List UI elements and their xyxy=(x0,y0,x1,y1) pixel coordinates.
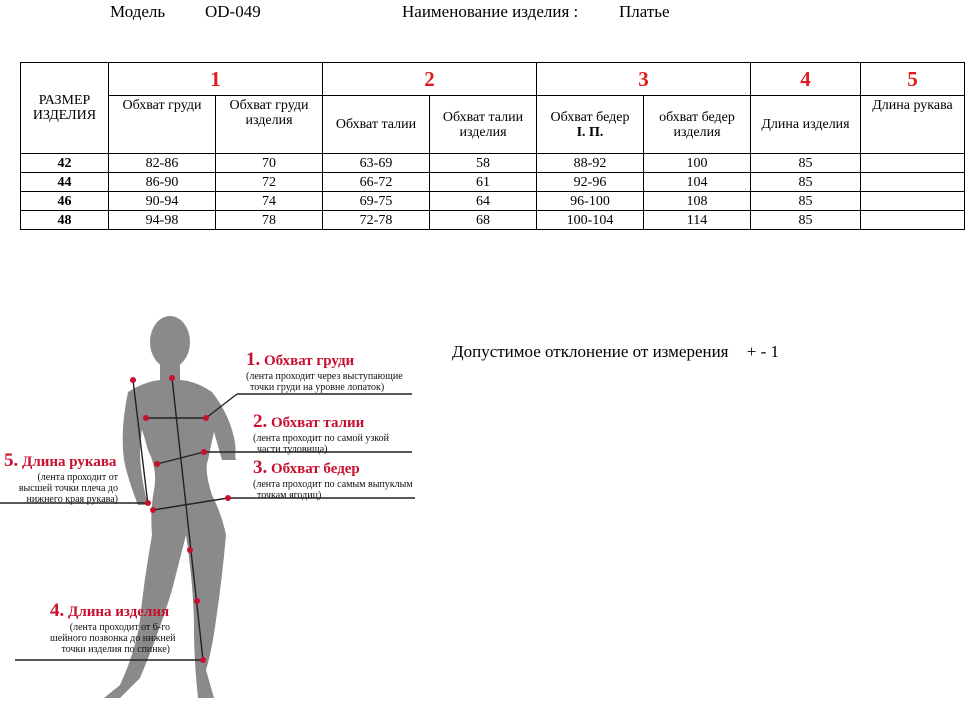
size-table xyxy=(20,62,965,230)
table-cell: 82-86 xyxy=(109,154,216,173)
group-number-4: 4 xyxy=(751,63,861,96)
tolerance-text: Допустимое отклонение от измерения xyxy=(452,342,729,361)
measure-point xyxy=(187,547,193,553)
table-cell: 70 xyxy=(216,154,323,173)
table-cell: 85 xyxy=(751,192,861,211)
measure-point xyxy=(200,657,206,663)
table-cell: 104 xyxy=(644,173,751,192)
table-row xyxy=(21,192,965,211)
product-value: Платье xyxy=(619,2,670,21)
label-hips xyxy=(253,457,413,501)
table-cell: 58 xyxy=(430,154,537,173)
label-waist-desc-1: (лента проходит по самой узкой xyxy=(253,433,389,444)
table-cell xyxy=(861,173,965,192)
label-length-desc-2: шейного позвонка до нижней xyxy=(50,633,176,644)
table-cell: 85 xyxy=(751,154,861,173)
table-cell: 100 xyxy=(644,154,751,173)
label-sleeve xyxy=(4,450,118,505)
label-chest-number: 1. xyxy=(246,349,261,370)
table-cell: 61 xyxy=(430,173,537,192)
table-cell: 64 xyxy=(430,192,537,211)
column-header-chest-garment: Обхват груди изделия xyxy=(216,96,323,154)
column-header-waist-garment: Обхват талии изделия xyxy=(430,96,537,154)
label-length-number: 4. xyxy=(50,600,65,621)
size-cell: 46 xyxy=(21,192,109,211)
measure-point xyxy=(154,461,160,467)
table-cell xyxy=(861,154,965,173)
label-waist-desc-2: части туловища) xyxy=(257,444,328,455)
measure-point xyxy=(169,375,175,381)
group-number-1: 1 xyxy=(109,63,323,96)
measure-point xyxy=(194,598,200,604)
table-cell: 72 xyxy=(216,173,323,192)
group-number-row xyxy=(21,63,965,96)
label-chest-desc-1: (лента проходит через выступающие xyxy=(246,371,403,382)
table-cell: 69-75 xyxy=(323,192,430,211)
label-sleeve-desc-1: (лента проходит от xyxy=(37,472,118,483)
hips-label-suffix: I. П. xyxy=(576,124,604,140)
label-sleeve-number: 5. xyxy=(4,450,19,471)
measure-point xyxy=(130,377,136,383)
label-chest xyxy=(246,349,403,393)
label-length-desc-3: точки изделия по спинке) xyxy=(61,644,170,655)
model-label: Модель xyxy=(110,2,166,21)
label-waist xyxy=(253,411,389,455)
table-cell: 78 xyxy=(216,211,323,230)
measure-point xyxy=(143,415,149,421)
table-cell: 114 xyxy=(644,211,751,230)
table-cell: 100-104 xyxy=(537,211,644,230)
label-length-title: Длина изделия xyxy=(68,604,170,620)
column-header-sleeve: Длина рукава xyxy=(861,96,965,154)
measure-point xyxy=(225,495,231,501)
label-sleeve-desc-2: высшей точки плеча до xyxy=(18,483,118,494)
size-cell: 48 xyxy=(21,211,109,230)
label-waist-number: 2. xyxy=(253,411,268,432)
table-cell: 68 xyxy=(430,211,537,230)
group-number-2: 2 xyxy=(323,63,537,96)
label-sleeve-desc-3: нижнего края рукава) xyxy=(26,494,118,505)
label-hips-desc-1: (лента проходит по самым выпуклым xyxy=(253,479,413,490)
column-header-hips-garment: обхват бедер изделия xyxy=(644,96,751,154)
group-number-3: 3 xyxy=(537,63,751,96)
column-header-chest: Обхват груди xyxy=(109,96,216,154)
model-value: OD-049 xyxy=(205,2,261,21)
group-number-5: 5 xyxy=(861,63,965,96)
label-hips-number: 3. xyxy=(253,457,268,478)
table-cell xyxy=(861,211,965,230)
label-length-desc-1: (лента проходит от 6-го xyxy=(69,622,170,633)
table-cell: 86-90 xyxy=(109,173,216,192)
table-row xyxy=(21,211,965,230)
label-chest-title: Обхват груди xyxy=(264,353,355,369)
column-header-length: Длина изделия xyxy=(751,96,861,154)
column-header-waist: Обхват талии xyxy=(323,96,430,154)
table-cell: 74 xyxy=(216,192,323,211)
table-cell: 90-94 xyxy=(109,192,216,211)
table-cell: 85 xyxy=(751,173,861,192)
table-cell xyxy=(861,192,965,211)
tolerance-note xyxy=(452,342,779,362)
tolerance-value: + - 1 xyxy=(746,342,779,361)
measure-point xyxy=(145,500,151,506)
label-hips-desc-2: точкам ягодиц) xyxy=(257,490,322,501)
table-cell: 108 xyxy=(644,192,751,211)
sub-header-row xyxy=(21,96,965,154)
measure-point xyxy=(201,449,207,455)
table-cell: 94-98 xyxy=(109,211,216,230)
table-cell: 92-96 xyxy=(537,173,644,192)
size-cell: 44 xyxy=(21,173,109,192)
size-header: РАЗМЕР ИЗДЕЛИЯ xyxy=(21,63,109,154)
measure-point xyxy=(150,507,156,513)
label-length xyxy=(50,600,176,655)
table-row xyxy=(21,154,965,173)
table-cell: 66-72 xyxy=(323,173,430,192)
label-sleeve-title: Длина рукава xyxy=(22,454,117,470)
table-cell: 96-100 xyxy=(537,192,644,211)
measure-point xyxy=(203,415,209,421)
table-cell: 88-92 xyxy=(537,154,644,173)
table-cell: 85 xyxy=(751,211,861,230)
product-label: Наименование изделия : xyxy=(402,2,579,21)
hips-label: Обхват бедер xyxy=(550,109,630,125)
table-cell: 72-78 xyxy=(323,211,430,230)
table-cell: 63-69 xyxy=(323,154,430,173)
table-row xyxy=(21,173,965,192)
size-cell: 42 xyxy=(21,154,109,173)
label-waist-title: Обхват талии xyxy=(271,415,365,431)
label-hips-title: Обхват бедер xyxy=(271,461,360,477)
label-chest-desc-2: точки груди на уровне лопаток) xyxy=(250,382,385,393)
column-header-hips xyxy=(537,96,644,154)
